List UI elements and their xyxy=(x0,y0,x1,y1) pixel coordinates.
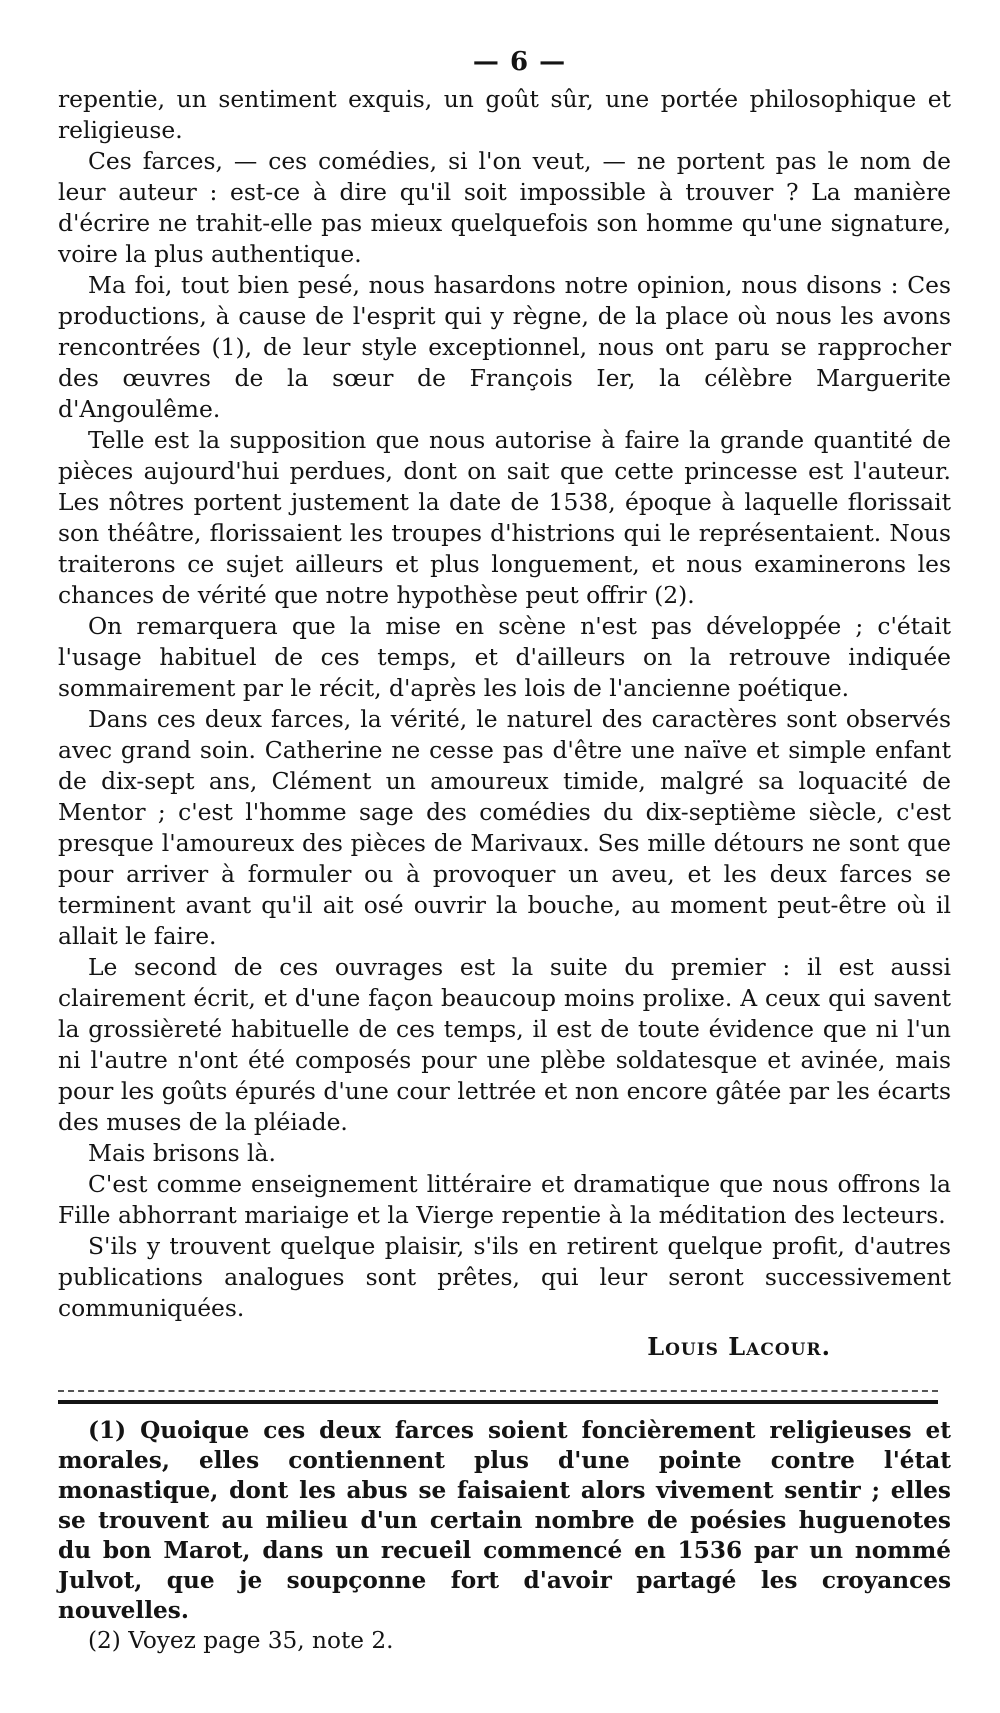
page-number: — 6 — xyxy=(472,47,567,77)
footnote-1: (1) Quoique ces deux farces soient foncièrement religieuses et morales, elles contiennent plus d'une pointe contre l'état monastique, dont les abus se faisaient alors vivement sentir ; elles se trouvent au milieu d'un certain nombre de poésies huguenotes du bon Marot, dans un recueil commencé en 1536 par un nommé Julvot, que je soupçonne fort d'avoir partagé les croyances nouvelles. xyxy=(58,1417,951,1624)
footnote-2: (2) Voyez page 35, note 2. xyxy=(88,1627,394,1654)
document-page xyxy=(58,40,951,1656)
footnotes xyxy=(58,1416,951,1656)
paragraph-4: Telle est la supposition que nous autorise à faire la grande quantité de pièces aujourd'hui perdues, dont on sait que cette princesse est l'auteur. Les nôtres portent justement la date de 1538, époque à laquelle florissait son théâtre, florissaient les troupes d'histrions qui le représentaient. Nous traiterons ce sujet ailleurs et plus longuement, et nous examinerons les chances de vérité que notre hypothèse peut offrir (2). xyxy=(58,426,951,609)
footnote-divider-thin xyxy=(58,1390,938,1392)
paragraph-1: repentie, un sentiment exquis, un goût sûr, une portée philosophique et religieuse. xyxy=(58,85,951,144)
footnote-divider-thick xyxy=(58,1400,938,1404)
paragraph-8: Mais brisons là. xyxy=(88,1139,276,1167)
author-signature: Louis Lacour. xyxy=(647,1332,831,1361)
paragraph-3: Ma foi, tout bien pesé, nous hasardons notre opinion, nous disons : Ces productions, à cause de l'esprit qui y règne, de la place où nous les avons rencontrées (1), de leur style exceptionnel, nous ont paru se rapprocher des œuvres de la sœur de François Ier, la célèbre Marguerite d'Angoulême. xyxy=(58,271,951,423)
paragraph-7: Le second de ces ouvrages est la suite du premier : il est aussi clairement écrit, et d'une façon beaucoup moins prolixe. A ceux qui savent la grossièreté habituelle de ces temps, il est de toute évidence que ni l'un ni l'autre n'ont été composés pour une plèbe soldatesque et avinée, mais pour les goûts épurés d'une cour lettrée et non encore gâtée par les écarts des muses de la pléiade. xyxy=(58,953,951,1136)
paragraph-6: Dans ces deux farces, la vérité, le naturel des caractères sont observés avec grand soin. Catherine ne cesse pas d'être une naïve et simple enfant de dix-sept ans, Clément un amoureux timide, malgré sa loquacité de Mentor ; c'est l'homme sage des comédies du dix-septième siècle, c'est presque l'amoureux des pièces de Marivaux. Ses mille détours ne sont que pour arriver à formuler ou à provoquer un aveu, et les deux farces se terminent avant qu'il ait osé ouvrir la bouche, au moment peut-être où il allait le faire. xyxy=(58,705,951,950)
paragraph-9: C'est comme enseignement littéraire et dramatique que nous offrons la Fille abhorrant mariaige et la Vierge repentie à la méditation des lecteurs. xyxy=(58,1170,951,1229)
paragraph-2: Ces farces, — ces comédies, si l'on veut, — ne portent pas le nom de leur auteur : est-ce à dire qu'il soit impossible à trouver ? La manière d'écrire ne trahit-elle pas mieux quelquefois son homme qu'une signature, voire la plus authentique. xyxy=(58,147,951,268)
paragraph-10: S'ils y trouvent quelque plaisir, s'ils en retirent quelque profit, d'autres publications analogues sont prêtes, qui leur seront successivement communiquées. xyxy=(58,1232,951,1322)
paragraph-5: On remarquera que la mise en scène n'est pas développée ; c'était l'usage habituel de ces temps, et d'ailleurs on la retrouve indiquée sommairement par le récit, d'après les lois de l'ancienne poétique. xyxy=(58,612,951,702)
body-text xyxy=(58,84,951,1324)
